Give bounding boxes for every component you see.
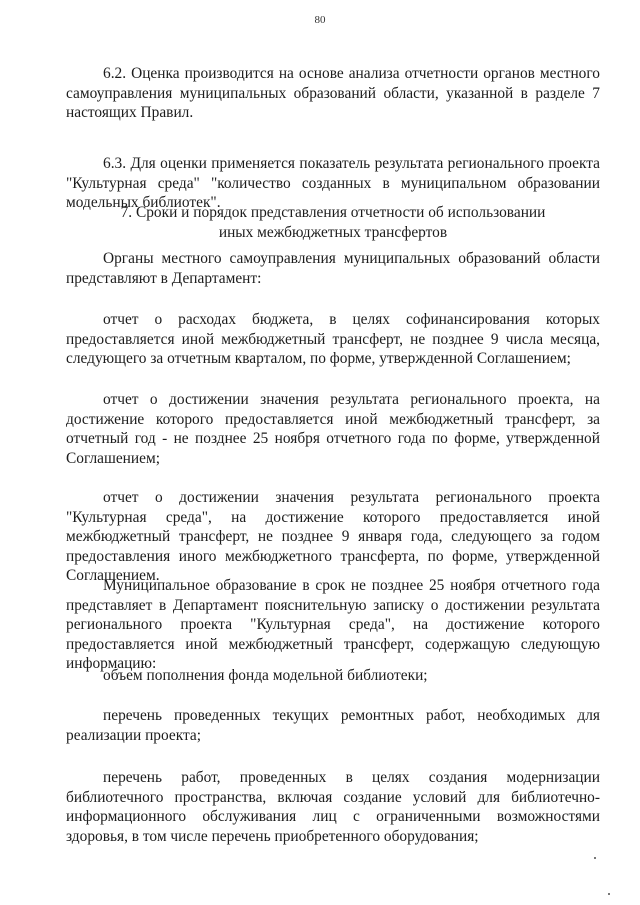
scan-speck <box>608 893 610 895</box>
paragraph-organs: Органы местного самоуправления муниципальных образований области представляют в Департамент: <box>66 250 600 287</box>
section-7-heading <box>66 203 600 242</box>
section-7-heading-line2: иных межбюджетных трансфертов <box>218 223 448 241</box>
scan-speck <box>594 857 596 859</box>
paragraph-6-2: 6.2. Оценка производится на основе анализа отчетности органов местного самоуправления муниципальных образований области, указанной в разделе 7 настоящих Правил. <box>66 65 600 121</box>
paragraph-report-value: отчет о достижении значения результата регионального проекта, на достижение которого предоставляется иной межбюджетный трансферт, за отчетный год - не позднее 25 ноября отчетного года по форме, утвержденной Соглашением; <box>66 391 600 467</box>
paragraph-municipal-report: Муниципальное образование в срок не позднее 25 ноября отчетного года представляет в Департамент пояснительную записку о достижении результата регионального проекта "Культурная среда", на достижение которого предоставляется иной межбюджетный трансферт, содержащую следующую информацию: <box>66 577 600 672</box>
paragraph-repair-list: перечень проведенных текущих ремонтных работ, необходимых для реализации проекта; <box>66 707 600 744</box>
paragraph-report-culture: отчет о достижении значения результата регионального проекта "Культурная среда", на достижение которого предоставляется иной межбюджетный трансферт, не позднее 9 января года, следующего за годом предоставления иного межбюджетного трансферта, по форме, утвержденной Соглашением. <box>66 489 600 584</box>
page-number: 80 <box>314 14 326 26</box>
paragraph-works-list: перечень работ, проведенных в целях создания модернизации библиотечного пространства, включая создание условий для библиотечно-информационного обслуживания лиц с ограниченными возможностями здоровья, в том числе перечень приобретенного оборудования; <box>66 769 600 845</box>
paragraph-fund-volume: объем пополнения фонда модельной библиотеки; <box>103 667 428 684</box>
paragraph-report-expenses: отчет о расходах бюджета, в целях софинансирования которых предоставляется иной межбюджетный трансферт, не позднее 9 числа месяца, следующего за отчетным кварталом, по форме, утвержденной Соглашением; <box>66 311 600 367</box>
paragraph-6-3: 6.3. Для оценки применяется показатель результата регионального проекта "Культурная среда" "количество созданных в муниципальном образовании модельных библиотек". <box>66 155 600 211</box>
section-7-heading-line1: 7. Сроки и порядок представления отчетности об использовании <box>120 204 546 221</box>
